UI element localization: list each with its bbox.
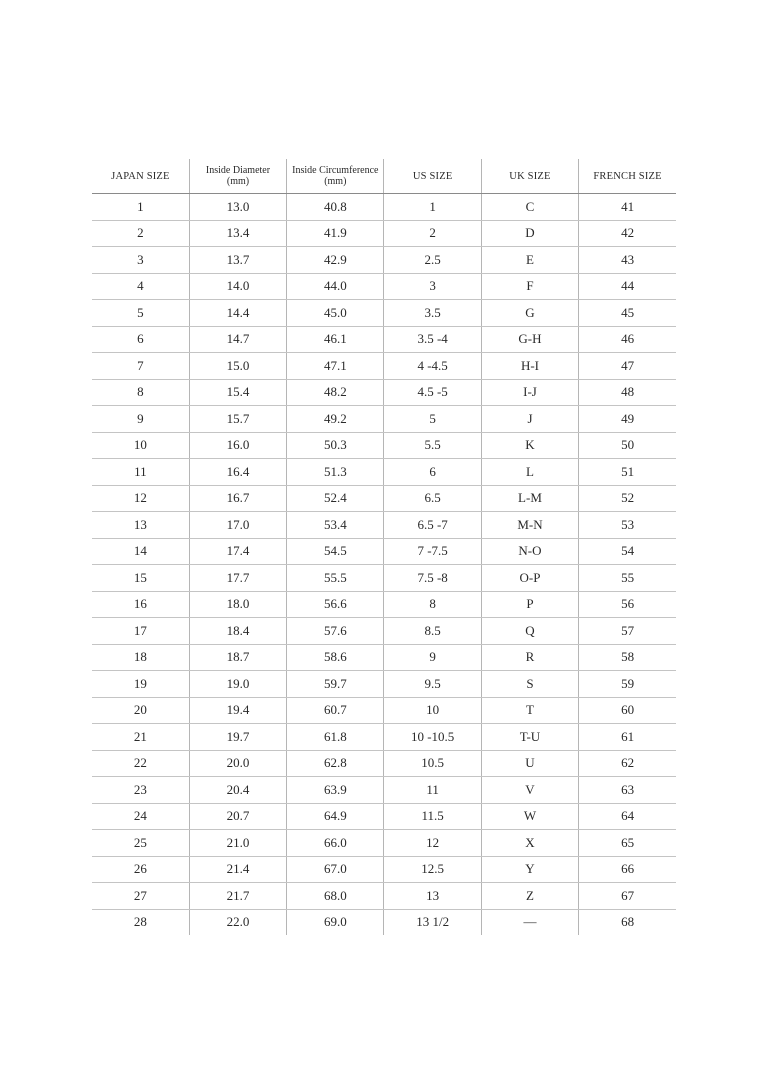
header-us-size [384,159,481,194]
table-row [92,485,676,512]
inside-circumference-cell: 63.9 [287,777,384,804]
table-row [92,644,676,671]
japan-size-cell: 8 [92,379,189,406]
inside-diameter-cell: 14.4 [189,300,286,327]
inside-circumference-cell: 61.8 [287,724,384,751]
table-row [92,724,676,751]
japan-size-cell: 3 [92,247,189,274]
french-size-cell: 59 [579,671,676,698]
inside-circumference-cell: 47.1 [287,353,384,380]
japan-size-cell: 20 [92,697,189,724]
uk-size-cell: W [481,803,578,830]
japan-size-cell: 16 [92,591,189,618]
japan-size-cell: 5 [92,300,189,327]
uk-size-cell: P [481,591,578,618]
inside-circumference-cell: 57.6 [287,618,384,645]
us-size-cell: 4 -4.5 [384,353,481,380]
uk-size-cell: Y [481,856,578,883]
uk-size-cell: G [481,300,578,327]
uk-size-cell: E [481,247,578,274]
french-size-cell: 48 [579,379,676,406]
japan-size-cell: 24 [92,803,189,830]
japan-size-cell: 2 [92,220,189,247]
japan-size-cell: 22 [92,750,189,777]
japan-size-cell: 26 [92,856,189,883]
inside-diameter-cell: 22.0 [189,909,286,935]
inside-circumference-cell: 69.0 [287,909,384,935]
table-row [92,512,676,539]
french-size-cell: 45 [579,300,676,327]
us-size-cell: 10 [384,697,481,724]
inside-circumference-cell: 41.9 [287,220,384,247]
us-size-cell: 9 [384,644,481,671]
japan-size-cell: 23 [92,777,189,804]
inside-circumference-cell: 52.4 [287,485,384,512]
uk-size-cell: V [481,777,578,804]
japan-size-cell: 6 [92,326,189,353]
uk-size-cell: L [481,459,578,486]
us-size-cell: 6 [384,459,481,486]
uk-size-cell: Z [481,883,578,910]
us-size-cell: 9.5 [384,671,481,698]
table-row [92,326,676,353]
french-size-cell: 68 [579,909,676,935]
inside-circumference-cell: 62.8 [287,750,384,777]
us-size-cell: 6.5 [384,485,481,512]
inside-diameter-cell: 15.4 [189,379,286,406]
us-size-cell: 8.5 [384,618,481,645]
uk-size-cell: L-M [481,485,578,512]
header-label: Inside Circumference [292,165,379,176]
us-size-cell: 10 -10.5 [384,724,481,751]
table-body [92,194,676,936]
inside-circumference-cell: 67.0 [287,856,384,883]
french-size-cell: 53 [579,512,676,539]
french-size-cell: 54 [579,538,676,565]
table-row [92,247,676,274]
table-row [92,591,676,618]
french-size-cell: 66 [579,856,676,883]
inside-diameter-cell: 15.7 [189,406,286,433]
french-size-cell: 42 [579,220,676,247]
inside-diameter-cell: 18.4 [189,618,286,645]
uk-size-cell: T [481,697,578,724]
french-size-cell: 63 [579,777,676,804]
header-unit: (mm) [226,176,250,187]
us-size-cell: 7 -7.5 [384,538,481,565]
japan-size-cell: 10 [92,432,189,459]
uk-size-cell: I-J [481,379,578,406]
uk-size-cell: H-I [481,353,578,380]
uk-size-cell: X [481,830,578,857]
uk-size-cell: U [481,750,578,777]
inside-circumference-cell: 54.5 [287,538,384,565]
uk-size-cell: T-U [481,724,578,751]
header-label: Inside Diameter [205,165,271,176]
inside-diameter-cell: 17.7 [189,565,286,592]
table-row [92,353,676,380]
japan-size-cell: 25 [92,830,189,857]
french-size-cell: 64 [579,803,676,830]
inside-circumference-cell: 42.9 [287,247,384,274]
inside-circumference-cell: 60.7 [287,697,384,724]
inside-diameter-cell: 21.7 [189,883,286,910]
table-row [92,883,676,910]
inside-diameter-cell: 20.7 [189,803,286,830]
french-size-cell: 58 [579,644,676,671]
inside-circumference-cell: 68.0 [287,883,384,910]
uk-size-cell: C [481,194,578,221]
table-row [92,671,676,698]
uk-size-cell: M-N [481,512,578,539]
japan-size-cell: 11 [92,459,189,486]
us-size-cell: 3.5 [384,300,481,327]
french-size-cell: 46 [579,326,676,353]
us-size-cell: 3 [384,273,481,300]
uk-size-cell: D [481,220,578,247]
inside-diameter-cell: 20.4 [189,777,286,804]
table-row [92,909,676,935]
inside-diameter-cell: 18.0 [189,591,286,618]
inside-diameter-cell: 15.0 [189,353,286,380]
table-row [92,300,676,327]
inside-circumference-cell: 40.8 [287,194,384,221]
inside-diameter-cell: 14.0 [189,273,286,300]
us-size-cell: 5 [384,406,481,433]
us-size-cell: 2 [384,220,481,247]
us-size-cell: 4.5 -5 [384,379,481,406]
us-size-cell: 13 1/2 [384,909,481,935]
table-row [92,379,676,406]
ring-size-table [92,159,676,935]
japan-size-cell: 27 [92,883,189,910]
inside-diameter-cell: 19.4 [189,697,286,724]
japan-size-cell: 13 [92,512,189,539]
us-size-cell: 5.5 [384,432,481,459]
uk-size-cell: Q [481,618,578,645]
japan-size-cell: 21 [92,724,189,751]
inside-circumference-cell: 59.7 [287,671,384,698]
us-size-cell: 1 [384,194,481,221]
table-row [92,220,676,247]
us-size-cell: 10.5 [384,750,481,777]
uk-size-cell: O-P [481,565,578,592]
inside-circumference-cell: 64.9 [287,803,384,830]
inside-diameter-cell: 13.7 [189,247,286,274]
header-french-size [579,159,676,194]
header-label: US SIZE [412,170,453,182]
uk-size-cell: J [481,406,578,433]
table-row [92,856,676,883]
french-size-cell: 51 [579,459,676,486]
us-size-cell: 2.5 [384,247,481,274]
japan-size-cell: 12 [92,485,189,512]
french-size-cell: 65 [579,830,676,857]
french-size-cell: 43 [579,247,676,274]
table-row [92,618,676,645]
french-size-cell: 50 [579,432,676,459]
table-row [92,565,676,592]
french-size-cell: 49 [579,406,676,433]
inside-diameter-cell: 16.7 [189,485,286,512]
french-size-cell: 41 [579,194,676,221]
inside-diameter-cell: 14.7 [189,326,286,353]
uk-size-cell: N-O [481,538,578,565]
uk-size-cell: R [481,644,578,671]
uk-size-cell: G-H [481,326,578,353]
us-size-cell: 3.5 -4 [384,326,481,353]
header-inside-circumference [287,159,384,194]
japan-size-cell: 4 [92,273,189,300]
inside-circumference-cell: 66.0 [287,830,384,857]
inside-circumference-cell: 55.5 [287,565,384,592]
french-size-cell: 56 [579,591,676,618]
table-row [92,538,676,565]
japan-size-cell: 28 [133,914,147,930]
japan-size-cell: 19 [92,671,189,698]
uk-size-cell: — [481,909,578,935]
header-uk-size [481,159,578,194]
inside-diameter-cell: 16.0 [189,432,286,459]
table-row [92,830,676,857]
inside-circumference-cell: 44.0 [287,273,384,300]
header-inside-diameter [189,159,286,194]
inside-circumference-cell: 53.4 [287,512,384,539]
french-size-cell: 60 [579,697,676,724]
table-row [92,273,676,300]
table-row [92,697,676,724]
inside-circumference-cell: 56.6 [287,591,384,618]
inside-circumference-cell: 49.2 [287,406,384,433]
inside-circumference-cell: 46.1 [287,326,384,353]
inside-diameter-cell: 19.7 [189,724,286,751]
us-size-cell: 13 [384,883,481,910]
japan-size-cell: 14 [92,538,189,565]
inside-circumference-cell: 58.6 [287,644,384,671]
inside-diameter-cell: 19.0 [189,671,286,698]
inside-diameter-cell: 21.4 [189,856,286,883]
table-row [92,777,676,804]
inside-diameter-cell: 20.0 [189,750,286,777]
japan-size-cell: 15 [92,565,189,592]
table-row [92,803,676,830]
uk-size-cell: K [481,432,578,459]
japan-size-cell: 9 [92,406,189,433]
french-size-cell: 67 [579,883,676,910]
french-size-cell: 47 [579,353,676,380]
inside-circumference-cell: 45.0 [287,300,384,327]
japan-size-cell: 18 [92,644,189,671]
inside-diameter-cell: 17.4 [189,538,286,565]
french-size-cell: 61 [579,724,676,751]
japan-size-cell: 1 [92,194,189,221]
us-size-cell: 7.5 -8 [384,565,481,592]
inside-diameter-cell: 16.4 [189,459,286,486]
french-size-cell: 52 [579,485,676,512]
inside-diameter-cell: 17.0 [189,512,286,539]
inside-diameter-cell: 13.0 [189,194,286,221]
table-row [92,459,676,486]
japan-size-cell: 7 [92,353,189,380]
french-size-cell: 44 [579,273,676,300]
table-row [92,406,676,433]
header-label: FRENCH SIZE [593,170,662,182]
inside-circumference-cell: 51.3 [287,459,384,486]
french-size-cell: 62 [579,750,676,777]
inside-circumference-cell: 50.3 [287,432,384,459]
japan-size-cell: 17 [92,618,189,645]
us-size-cell: 6.5 -7 [384,512,481,539]
header-label: JAPAN SIZE [111,170,170,182]
table-row [92,432,676,459]
us-size-cell: 12.5 [384,856,481,883]
inside-diameter-cell: 13.4 [189,220,286,247]
us-size-cell: 12 [384,830,481,857]
us-size-cell: 8 [384,591,481,618]
header-label: UK SIZE [509,170,551,182]
header-japan-size [92,159,189,194]
table-row [92,750,676,777]
header-row [92,159,676,194]
french-size-cell: 55 [579,565,676,592]
inside-circumference-cell: 48.2 [287,379,384,406]
table-row [92,194,676,221]
us-size-cell: 11.5 [384,803,481,830]
inside-diameter-cell: 21.0 [189,830,286,857]
french-size-cell: 57 [579,618,676,645]
uk-size-cell: S [481,671,578,698]
inside-diameter-cell: 18.7 [189,644,286,671]
header-unit: (mm) [324,176,347,187]
us-size-cell: 11 [384,777,481,804]
uk-size-cell: F [481,273,578,300]
